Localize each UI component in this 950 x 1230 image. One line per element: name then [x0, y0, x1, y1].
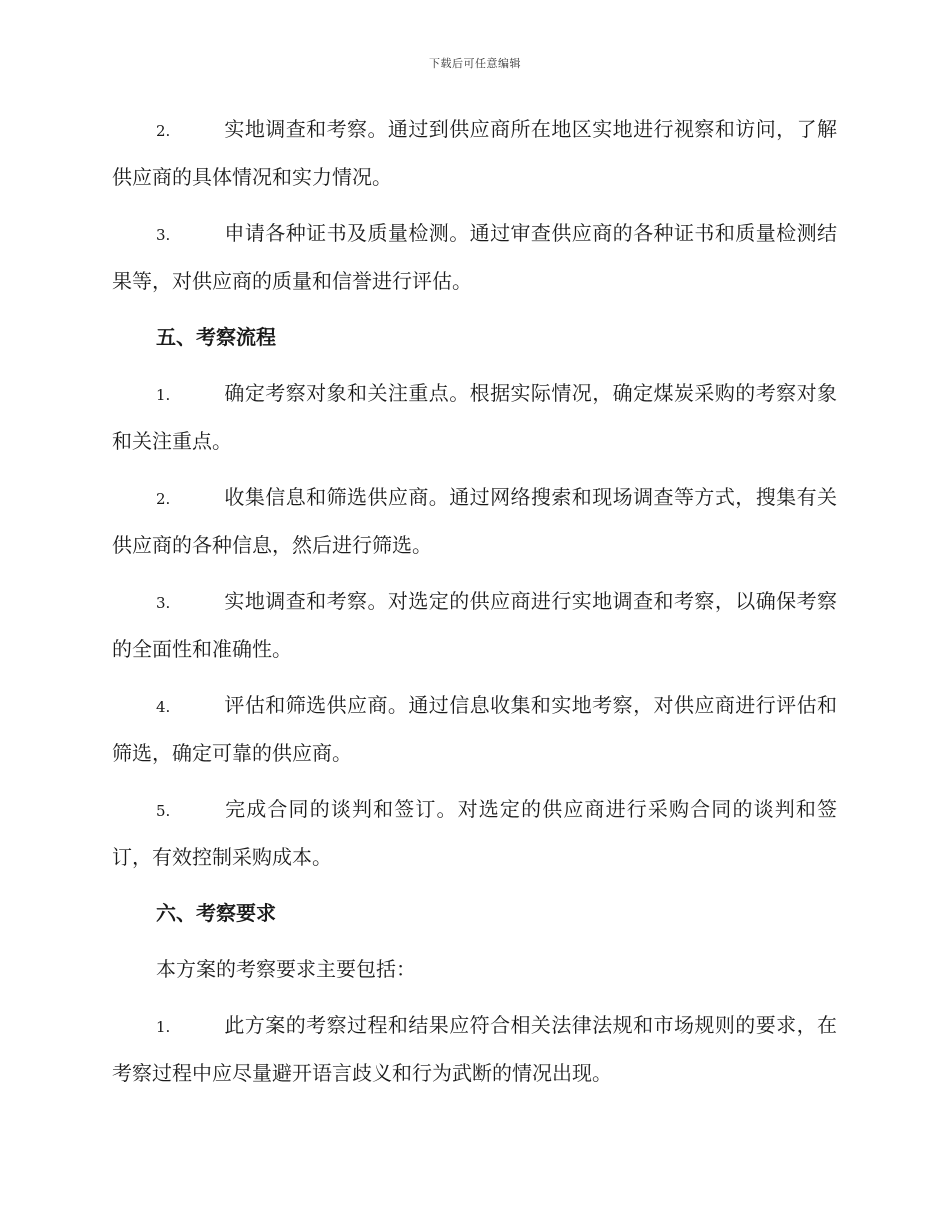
item-number: 2.: [156, 490, 171, 508]
item-text: 确定考察对象和关注重点。根据实际情况，确定煤炭采购的考察对象和关注重点。: [112, 381, 837, 453]
item-number: 3.: [156, 594, 171, 612]
item-number: 5.: [156, 802, 171, 820]
item-text: 实地调查和考察。通过到供应商所在地区实地进行视察和访问，了解供应商的具体情况和实力情况。: [112, 117, 837, 189]
list-item: [112, 578, 837, 672]
item-number: 1.: [156, 386, 171, 404]
section-heading: 五、考察流程: [156, 325, 276, 349]
paragraph: 本方案的考察要求主要包括：: [156, 957, 416, 981]
list-item: [112, 786, 837, 880]
list-item: [112, 474, 837, 568]
item-text: 此方案的考察过程和结果应符合相关法律法规和市场规则的要求，在考察过程中应尽量避开语言歧义和行为武断的情况出现。: [112, 1013, 837, 1085]
item-text: 完成合同的谈判和签订。对选定的供应商进行采购合同的谈判和签订，有效控制采购成本。: [112, 797, 837, 869]
list-item: [112, 1002, 837, 1096]
list-item: [112, 106, 837, 200]
item-text: 收集信息和筛选供应商。通过网络搜索和现场调查等方式，搜集有关供应商的各种信息，然后进行筛选。: [112, 485, 837, 557]
item-number: 4.: [156, 698, 171, 716]
item-text: 实地调查和考察。对选定的供应商进行实地调查和考察，以确保考察的全面性和准确性。: [112, 589, 837, 661]
list-item: [112, 370, 837, 464]
item-number: 3.: [156, 226, 171, 244]
page-header: 下载后可任意编辑: [429, 57, 521, 70]
item-number: 2.: [156, 122, 171, 140]
list-item: [112, 210, 837, 304]
list-item: [112, 682, 837, 776]
item-text: 申请各种证书及质量检测。通过审查供应商的各种证书和质量检测结果等，对供应商的质量和信誉进行评估。: [112, 221, 837, 293]
item-text: 评估和筛选供应商。通过信息收集和实地考察，对供应商进行评估和筛选，确定可靠的供应商。: [112, 693, 837, 765]
item-number: 1.: [156, 1018, 171, 1036]
document-body: [112, 106, 837, 1106]
section-heading: 六、考察要求: [156, 901, 276, 925]
